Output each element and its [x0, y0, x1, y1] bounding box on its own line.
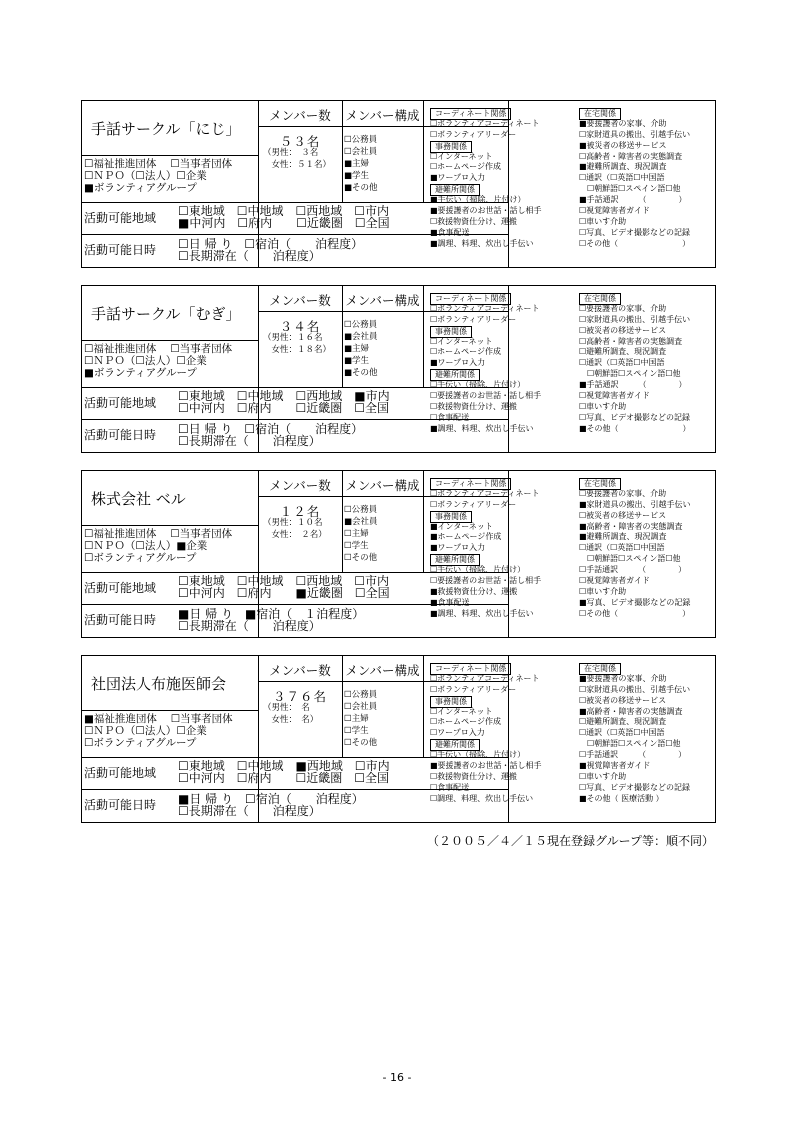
composition-item: ☐学生	[344, 726, 369, 736]
area-options: ☐東地域 ☐中地域 ☐西地域 ☐市内	[178, 574, 390, 588]
shelter-title-box: 避難所関係	[430, 739, 480, 751]
composition-item: ■その他	[344, 368, 378, 378]
service-item: ☐ボランティアコーディネート	[430, 118, 540, 128]
date-options: ☐長期滞在（ 泊程度）	[178, 804, 321, 818]
service-item: ■被災者の移送サービス	[579, 140, 667, 150]
home-title-box: 在宅関係	[579, 293, 621, 305]
service-item: ■食事配送	[430, 227, 470, 237]
service-item: ☐手伝い（掃除、片付け）	[430, 565, 526, 575]
date-options: ☐長期滞在（ 泊程度）	[178, 434, 321, 448]
composition-item: ■学生	[344, 171, 370, 181]
service-item: ■手話通訳 （ ）	[579, 195, 687, 205]
service-item: ☐その他（ ）	[579, 608, 691, 618]
service-item: ☐インターネット	[430, 151, 493, 161]
service-item: ☐救援物資仕分け、運搬	[430, 401, 517, 411]
service-item: ☐写真、ビデオ撮影などの記録	[579, 782, 691, 792]
composition-item: ■主婦	[344, 159, 370, 169]
service-item: ☐通訳（☐英語☐中国語	[579, 543, 665, 553]
service-item: ☐要援護者の家事、介助	[579, 303, 667, 313]
service-item: ☐ワープロ入力	[430, 728, 485, 738]
area-label: 活動可能地域	[84, 396, 157, 410]
service-item: ■手話通訳 （ ）	[579, 380, 687, 390]
date-options: ☐長期滞在（ 泊程度）	[178, 249, 321, 263]
shelter-title-box: 避難所関係	[430, 554, 480, 566]
office-title-box: 事務関係	[430, 326, 472, 338]
service-item: ☐要援護者のお世話・話し相手	[430, 576, 542, 586]
service-item: ■インターネット	[430, 521, 493, 531]
service-item: ■その他（ ）	[579, 423, 691, 433]
service-item: ☐写真、ビデオ撮影などの記録	[579, 412, 691, 422]
service-item: ■高齢者・障害者の実態調査	[579, 521, 683, 531]
office-title-box: 事務関係	[430, 511, 472, 523]
home-title-row	[579, 108, 690, 119]
service-item: ■救援物資仕分け、運搬	[430, 586, 518, 596]
divider	[423, 101, 424, 202]
service-item: ☐ホームページ作成	[430, 717, 502, 727]
home-title-row	[579, 478, 691, 489]
coordinate-title-box: コーディネート関係	[430, 663, 511, 675]
service-item: ☐家財道具の搬出、引越手伝い	[579, 314, 691, 324]
service-item: ☐ボランティアリーダー	[430, 129, 517, 139]
service-item: ☐手伝い（掃除、片付け）	[430, 750, 526, 760]
divider	[423, 656, 424, 757]
service-item: ☐避難所調査、現況調査	[579, 717, 667, 727]
service-item: ■調理、料理、炊出し手伝い	[430, 608, 534, 618]
divider	[423, 471, 424, 572]
shelter-title-row	[430, 554, 541, 565]
service-item: ☐視覚障害者ガイド	[579, 391, 650, 401]
service-item: ■写真、ビデオ撮影などの記録	[579, 597, 691, 607]
area-label: 活動可能地域	[84, 581, 157, 595]
service-item: ☐手伝い（掃除、片付け）	[430, 380, 526, 390]
home-title-row	[579, 663, 690, 674]
coordinate-title-box: コーディネート関係	[430, 293, 511, 305]
divider	[82, 155, 258, 156]
service-item: ☐その他（ ）	[579, 238, 691, 248]
divider	[423, 286, 424, 387]
group-card	[81, 655, 716, 823]
composition-item: ☐会社員	[344, 702, 378, 712]
service-item: ■避難所調査、現況調査	[579, 532, 667, 542]
divider	[82, 710, 258, 711]
composition-item: ■主婦	[344, 344, 370, 354]
area-options: ☐東地域 ☐中地域 ☐西地域 ■市内	[178, 389, 390, 403]
service-item: ■調理、料理、炊出し手伝い	[430, 423, 534, 433]
service-item: ☐ボランティアコーディネート	[430, 303, 540, 313]
service-item: ■その他（ 医療活動 ）	[579, 793, 664, 803]
service-item: ☐視覚障害者ガイド	[579, 206, 650, 216]
area-options: ☐中河内 ☐府内 ☐近畿圏 ☐全国	[178, 401, 390, 415]
shelter-title-row	[430, 184, 542, 195]
service-item: ■要援護者のお世話・話し相手	[430, 206, 542, 216]
service-item: ■ホームページ作成	[430, 532, 502, 542]
date-options: ■日 帰 り ☐宿泊（ 泊程度）	[178, 792, 364, 806]
service-item: ■視覚障害者ガイド	[579, 761, 651, 771]
date-label: 活動可能日時	[84, 243, 157, 257]
coordinate-title	[430, 478, 541, 489]
group-name: 株式会社 ベル	[91, 490, 186, 508]
org-type-option: ☐ＮＰＯ（☐法人）■企業	[84, 540, 208, 552]
service-item: ☐被災者の移送サービス	[579, 695, 667, 705]
page-number: - 16 -	[382, 1071, 412, 1084]
service-item: ☐家財道具の搬出、引越手伝い	[579, 129, 691, 139]
member-male: （男性： 名	[263, 703, 310, 713]
service-item: ☐高齢者・障害者の実態調査	[579, 151, 683, 161]
coordinate-title	[430, 293, 541, 304]
service-item: ☐高齢者・障害者の実態調査	[579, 336, 683, 346]
home-services	[579, 108, 690, 250]
service-item: ☐ボランティアコーディネート	[430, 488, 540, 498]
date-options: ☐日 帰 り ☐宿泊（ 泊程度）	[178, 422, 364, 436]
service-item: ☐被災者の移送サービス	[579, 510, 667, 520]
members-header: メンバー数	[269, 478, 331, 493]
service-item: ☐救援物資仕分け、運搬	[430, 216, 517, 226]
coordinate-title	[430, 663, 542, 674]
org-type-option: ☐ＮＰＯ（☐法人）☐企業	[84, 725, 207, 737]
org-type-option: ☐福祉推進団体 ☐当事者団体	[84, 343, 233, 355]
member-male: （男性： ３名	[263, 148, 319, 158]
service-item: ☐インターネット	[430, 706, 493, 716]
composition-item: ☐その他	[344, 553, 378, 563]
registration-note: （２００５／４／１５現在登録グループ等：順不同）	[426, 834, 714, 848]
service-item: ☐朝鮮語☐スペイン語☐他	[579, 739, 681, 749]
service-item: ■ワープロ入力	[430, 173, 486, 183]
composition-item: ■学生	[344, 356, 370, 366]
service-item: ☐ボランティアリーダー	[430, 314, 517, 324]
home-title-box: 在宅関係	[579, 663, 621, 675]
composition-header: メンバー構成	[345, 293, 420, 308]
area-options: ☐中河内 ☐府内 ■近畿圏 ☐全国	[178, 586, 390, 600]
composition-item: ☐主婦	[344, 714, 369, 724]
org-type-option: ■ボランティアグループ	[84, 367, 197, 379]
composition-item: ■その他	[344, 183, 378, 193]
coordinate-services	[430, 293, 541, 435]
area-options: ■中河内 ☐府内 ☐近畿圏 ☐全国	[178, 216, 390, 230]
member-female: 女性：１８名）	[263, 345, 332, 355]
office-title-box: 事務関係	[430, 141, 472, 153]
composition-item: ☐学生	[344, 541, 369, 551]
coordinate-title-box: コーディネート関係	[430, 108, 511, 120]
divider	[82, 525, 258, 526]
service-item: ■食事配送	[430, 597, 470, 607]
area-label: 活動可能地域	[84, 211, 157, 225]
date-options: ■日 帰 り ■宿泊（ １泊程度）	[178, 607, 365, 621]
service-item: ■要援護者の家事、介助	[579, 118, 667, 128]
date-label: 活動可能日時	[84, 613, 157, 627]
office-title-row	[430, 696, 542, 707]
home-services	[579, 293, 691, 435]
service-item: ■避難所調査、現況調査	[579, 162, 667, 172]
service-item: ☐ホームページ作成	[430, 347, 502, 357]
org-type-option: ☐ボランティアグループ	[84, 737, 197, 749]
composition-item: ☐会社員	[344, 147, 378, 157]
member-count: ３４名	[279, 319, 321, 334]
service-item: ☐朝鮮語☐スペイン語☐他	[579, 184, 681, 194]
service-item: ☐インターネット	[430, 336, 493, 346]
home-title-box: 在宅関係	[579, 478, 621, 490]
home-services	[579, 663, 690, 805]
composition-header: メンバー構成	[345, 663, 420, 678]
service-item: ☐要援護者のお世話・話し相手	[430, 391, 542, 401]
composition-item: ☐主婦	[344, 529, 369, 539]
service-item: ☐ボランティアリーダー	[430, 684, 517, 694]
group-card	[81, 285, 716, 453]
service-item: ■ワープロ入力	[430, 543, 486, 553]
service-item: ☐ホームページ作成	[430, 162, 502, 172]
office-title-box: 事務関係	[430, 696, 472, 708]
service-item: ☐通訳（☐英語☐中国語	[579, 728, 665, 738]
service-item: ■ワープロ入力	[430, 358, 486, 368]
composition-item: ☐公務員	[344, 135, 378, 145]
service-item: ■家財道具の搬出、引越手伝い	[579, 499, 691, 509]
service-item: ■手伝い（掃除、片付け）	[430, 195, 526, 205]
service-item: ☐車いす介助	[579, 216, 627, 226]
service-item: ■調理、料理、炊出し手伝い	[430, 238, 534, 248]
service-item: ☐車いす介助	[579, 771, 627, 781]
org-type-option: ☐ＮＰＯ（☐法人）☐企業	[84, 170, 207, 182]
service-item: ☐要援護者の家事、介助	[579, 488, 667, 498]
service-item: ☐調理、料理、炊出し手伝い	[430, 793, 534, 803]
service-item: ☐救援物資仕分け、運搬	[430, 771, 517, 781]
group-card	[81, 100, 716, 268]
area-label: 活動可能地域	[84, 766, 157, 780]
service-item: ☐視覚障害者ガイド	[579, 576, 650, 586]
members-header: メンバー数	[269, 663, 331, 678]
office-title-row	[430, 141, 542, 152]
member-female: 女性： ２名）	[263, 530, 327, 540]
org-type-option: ☐福祉推進団体 ☐当事者団体	[84, 158, 233, 170]
org-type-option: ■福祉推進団体 ☐当事者団体	[84, 713, 233, 725]
service-item: ■要援護者の家事、介助	[579, 673, 667, 683]
composition-item: ☐公務員	[344, 690, 378, 700]
home-title-box: 在宅関係	[579, 108, 621, 120]
member-female: 女性： 名）	[263, 715, 319, 725]
area-options: ☐東地域 ☐中地域 ■西地域 ☐市内	[178, 759, 390, 773]
service-item: ☐通訳（☐英語☐中国語	[579, 173, 665, 183]
org-type-option: ☐福祉推進団体 ☐当事者団体	[84, 528, 233, 540]
shelter-title-box: 避難所関係	[430, 184, 480, 196]
composition-item: ☐公務員	[344, 505, 378, 515]
service-item: ☐避難所調査、現況調査	[579, 347, 667, 357]
org-type-option: ☐ＮＰＯ（☐法人）☐企業	[84, 355, 207, 367]
composition-header: メンバー構成	[345, 478, 420, 493]
coordinate-title-box: コーディネート関係	[430, 478, 511, 490]
divider	[82, 340, 258, 341]
area-options: ☐東地域 ☐中地域 ☐西地域 ☐市内	[178, 204, 390, 218]
composition-item: ☐その他	[344, 738, 378, 748]
shelter-title-row	[430, 369, 541, 380]
service-item: ☐ボランティアコーディネート	[430, 673, 540, 683]
shelter-title-row	[430, 739, 542, 750]
service-item: ☐家財道具の搬出、引越手伝い	[579, 684, 691, 694]
member-male: （男性：１６名	[263, 333, 323, 343]
service-item: ☐車いす介助	[579, 401, 627, 411]
service-item: ☐手話通訳 （ ）	[579, 565, 687, 575]
composition-item: ■会社員	[344, 332, 378, 342]
org-type-option: ■ボランティアグループ	[84, 182, 197, 194]
service-item: ☐車いす介助	[579, 586, 627, 596]
service-item: ■要援護者のお世話・話し相手	[430, 761, 542, 771]
member-female: 女性：５１名）	[263, 160, 332, 170]
group-card	[81, 470, 716, 638]
date-label: 活動可能日時	[84, 798, 157, 812]
group-name: 手話サークル「むぎ」	[91, 305, 241, 323]
composition-item: ■会社員	[344, 517, 378, 527]
service-item: ■高齢者・障害者の実態調査	[579, 706, 683, 716]
group-name: 手話サークル「にじ」	[91, 120, 241, 138]
office-title-row	[430, 511, 541, 522]
home-title-row	[579, 293, 691, 304]
members-header: メンバー数	[269, 293, 331, 308]
office-title-row	[430, 326, 541, 337]
service-item: ☐手話通訳 （ ）	[579, 750, 687, 760]
coordinate-services	[430, 663, 542, 805]
org-type-option: ☐ボランティアグループ	[84, 552, 197, 564]
service-item: ☐ボランティアリーダー	[430, 499, 517, 509]
area-options: ☐中河内 ☐府内 ☐近畿圏 ☐全国	[178, 771, 390, 785]
group-name: 社団法人布施医師会	[91, 675, 227, 693]
member-count: ５３名	[279, 134, 321, 149]
service-item: ☐被災者の移送サービス	[579, 325, 667, 335]
members-header: メンバー数	[269, 108, 331, 123]
coordinate-title	[430, 108, 542, 119]
composition-item: ☐公務員	[344, 320, 378, 330]
service-item: ☐食事配送	[430, 782, 470, 792]
service-item: ☐食事配送	[430, 412, 470, 422]
service-item: ☐写真、ビデオ撮影などの記録	[579, 227, 691, 237]
composition-header: メンバー構成	[345, 108, 420, 123]
member-count: １２名	[279, 504, 321, 519]
service-item: ☐朝鮮語☐スペイン語☐他	[579, 554, 681, 564]
service-item: ☐朝鮮語☐スペイン語☐他	[579, 369, 681, 379]
date-options: ☐長期滞在（ 泊程度）	[178, 619, 321, 633]
date-options: ☐日 帰 り ☐宿泊（ 泊程度）	[178, 237, 364, 251]
shelter-title-box: 避難所関係	[430, 369, 480, 381]
home-services	[579, 478, 691, 620]
date-label: 活動可能日時	[84, 428, 157, 442]
service-item: ☐通訳（☐英語☐中国語	[579, 358, 665, 368]
member-count: ３７６名	[272, 689, 327, 704]
coordinate-services	[430, 478, 541, 620]
coordinate-services	[430, 108, 542, 250]
member-male: （男性：１０名	[263, 518, 323, 528]
